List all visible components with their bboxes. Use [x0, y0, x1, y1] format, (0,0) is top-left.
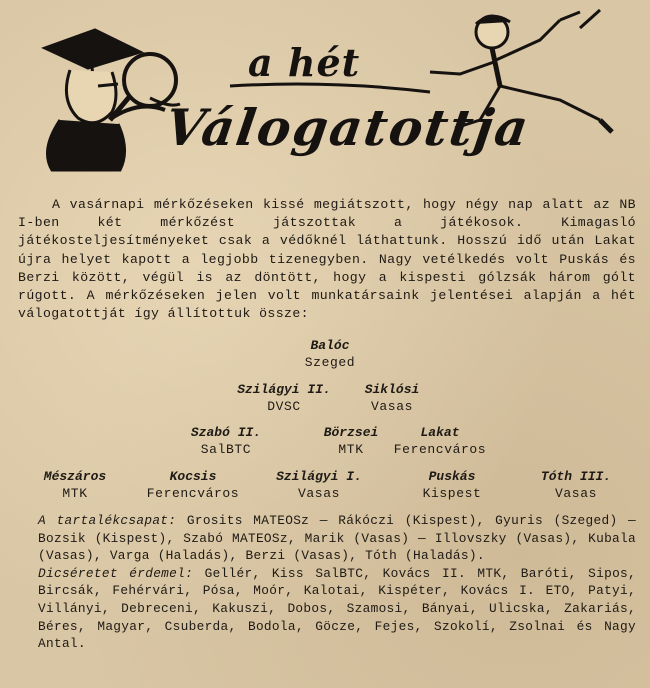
- player-club: Szeged: [304, 355, 356, 370]
- title-small: a hét: [248, 40, 361, 85]
- player-club: MTK: [338, 442, 364, 457]
- intro-text: A vasárnapi mérkőzéseken kissé megiátszott, hogy négy nap alatt az NB I-ben két mérkőzést játszottak a játékosok. Kimagasló játékosteljesítményeket csak a védőknél láthattunk. Hosszú idő után Lakat újra helyet kapott a legjobb tizenegyben. Nagy vetélkedés volt Puskás és Berzi között, végül is az döntött, hogy a kispesti gólzsák három gólt rúgott. A mérkőzéseken jelen volt munkatársaink jelentései alapján a hét válogatottját így állítottuk össze:: [18, 197, 636, 322]
- player-club: Kispest: [422, 486, 482, 501]
- reserve-label: A tartalékcsapat:: [38, 513, 177, 528]
- reserve-text: Grosits MATEOSz — Rákóczi (Kispest), Gyuris (Szeged) — Bozsik (Kispest), Szabó MATEOSz, Marik (Vasas) — Illovszky (Vasas), Kubala (Vasas), Varga (Haladás), Berzi (Vasas), Tóth (Haladás).: [38, 513, 636, 564]
- player-forward-1: [20, 468, 130, 502]
- player-club: SalBTC: [200, 442, 252, 457]
- player-name: Lakat: [420, 425, 460, 440]
- player-name: Börzsei: [323, 425, 379, 440]
- praise-text: Gellér, Kiss SalBTC, Kovács II. MTK, Baróti, Sipos, Bircsák, Fehérvári, Pósa, Moór, Kalotai, Kispéter, Kovács I. ETO, Patyi, Villányi, Debreceni, Kakuszi, Dobos, Szamosi, Bányai, Ulicska, Zakariás, Béres, Magyar, Csuberda, Bodola, Göcze, Fejes, Szokolí, Zsolnai és Nagy Antal.: [38, 565, 637, 652]
- player-name: Szilágyi I.: [276, 469, 362, 484]
- player-club: Ferencváros: [393, 442, 487, 457]
- player-back-1: [224, 381, 344, 415]
- title-big: Válogatottja: [161, 98, 534, 157]
- player-name: Tóth III.: [540, 469, 612, 484]
- player-club: Ferencváros: [146, 486, 240, 501]
- player-name: Siklósi: [364, 382, 420, 397]
- player-club: Vasas: [554, 486, 597, 501]
- player-name: Szilágyi II.: [237, 382, 331, 397]
- player-name: Balóc: [310, 338, 350, 353]
- player-name: Szabó II.: [190, 425, 262, 440]
- player-goalkeeper: [295, 337, 365, 371]
- player-back-2: [352, 381, 432, 415]
- player-forward-3: [264, 468, 374, 502]
- praise-list: [18, 565, 636, 653]
- reserve-team: [18, 512, 636, 565]
- praise-label: Dicséretet érdemel:: [38, 565, 194, 581]
- player-club: Vasas: [370, 399, 413, 414]
- player-half-3: [382, 424, 498, 458]
- player-forward-4: [404, 468, 500, 502]
- player-forward-2: [135, 468, 251, 502]
- player-name: Kocsis: [169, 469, 217, 484]
- player-club: MTK: [62, 486, 88, 501]
- player-name: Mészáros: [43, 469, 107, 484]
- footer-notes: [18, 512, 636, 653]
- player-club: DVSC: [267, 399, 301, 414]
- player-half-1: [178, 424, 274, 458]
- player-club: Vasas: [297, 486, 340, 501]
- player-name: Puskás: [428, 469, 476, 484]
- player-forward-5: [526, 468, 626, 502]
